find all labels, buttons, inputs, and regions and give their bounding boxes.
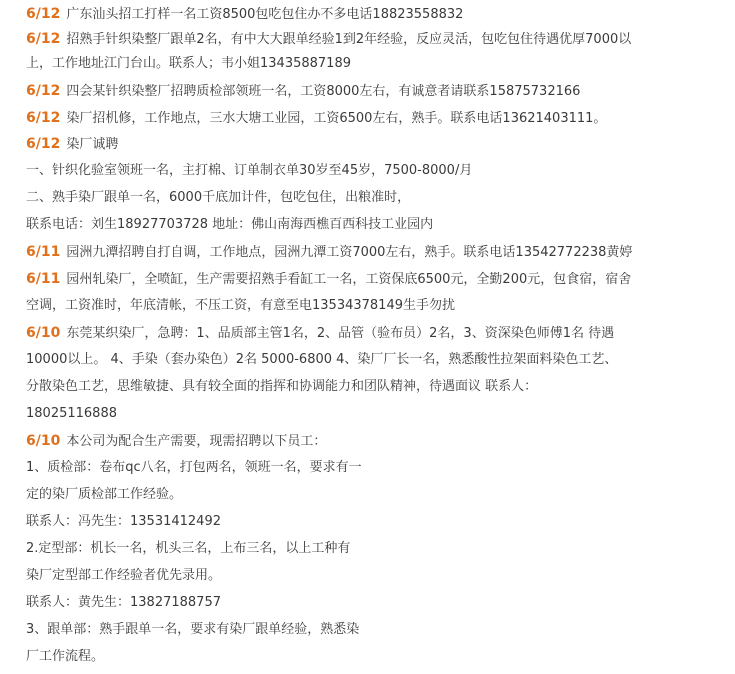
- listing-date: 6/12: [26, 110, 61, 126]
- listing-text: 联系人：黄先生：13827188757: [26, 595, 221, 610]
- listing-text: 一、针织化验室领班一名，主打棉、订单制衣单30岁至45岁，7500-8000/月: [26, 163, 473, 178]
- listing-line: [26, 214, 433, 236]
- listing-text: 联系电话：刘生18927703728 地址：佛山南海西樵百西科技工业园内: [26, 217, 434, 232]
- listing-text: 2.定型部：机长一名，机头三名，上布三名，以上工种有: [26, 541, 351, 556]
- listing-text: 二、熟手染厂跟单一名，6000千底加计件，包吃包住，出粮准时，: [26, 190, 411, 205]
- listing-text: 东莞某织染厂，急聘：1、品质部主管1名，2、品管（验布员）2名，3、资深染色师傅1名 待遇: [66, 326, 615, 341]
- listing-date: 6/12: [26, 31, 61, 47]
- listing-line: [26, 349, 617, 371]
- listing-text: 染厂定型部工作经验者优先录用。: [26, 568, 222, 583]
- listing-line: [26, 484, 182, 506]
- listing-text: 空调，工资准时，年底清帐，不压工资，有意至电13534378149生手勿扰: [26, 298, 455, 313]
- listing-text: 广东汕头招工打样一名工资8500包吃包住办不多电话18823558832: [66, 7, 464, 22]
- listing-text: 定的染厂质检部工作经验。: [26, 487, 183, 502]
- listing-date: 6/12: [26, 6, 61, 22]
- listing-text: 染厂诚聘: [66, 137, 119, 152]
- listing-line: [26, 376, 537, 398]
- listing-line: [26, 53, 351, 75]
- listing-text: 分散染色工艺，思维敏捷、具有较全面的指挥和协调能力和团队精神，待遇面议 联系人：: [26, 379, 538, 394]
- listing-text: 本公司为配合生产需要，现需招聘以下员工：: [66, 434, 327, 449]
- listing-line: [26, 430, 326, 452]
- listing-text: 3、跟单部：熟手跟单一名，要求有染厂跟单经验，熟悉染: [26, 622, 360, 637]
- listing-text: 10000以上。 4、手染（套办染色）2名 5000-6800 4、染厂厂长一名，熟悉酸性拉架面料染色工艺、: [26, 352, 618, 367]
- listing-text: 四会某针织染整厂招聘质检部领班一名，工资8000左右，有诚意者请联系15875732166: [66, 84, 581, 99]
- listing-line: [26, 107, 606, 129]
- listing-line: [26, 268, 631, 290]
- listing-date: 6/12: [26, 136, 61, 152]
- listing-text: 18025116888: [26, 406, 117, 421]
- listing-line: [26, 538, 350, 560]
- listing-text: 招熟手针织染整厂跟单2名，有中大大跟单经验1到2年经验，反应灵活，包吃包住待遇优厚7000以: [66, 32, 632, 47]
- listing-text: 联系人：冯先生：13531412492: [26, 514, 221, 529]
- listing-date: 6/11: [26, 244, 61, 260]
- listing-line: [26, 133, 118, 155]
- listing-date: 6/12: [26, 83, 61, 99]
- listing-text: 园洲九潭招聘自打自调，工作地点，园洲九潭工资7000左右，熟手。联系电话13542772238黄婷: [66, 245, 633, 260]
- listing-line: [26, 619, 359, 641]
- listing-date: 6/10: [26, 433, 61, 449]
- listing-text: 1、质检部：卷布qc八名，打包两名，领班一名，要求有一: [26, 460, 362, 475]
- listing-line: [26, 592, 221, 614]
- listing-line: [26, 187, 410, 209]
- listing-line: [26, 295, 455, 317]
- listing-line: [26, 28, 631, 50]
- listing-date: 6/11: [26, 271, 61, 287]
- listing-line: [26, 457, 362, 479]
- listing-text: 厂工作流程。: [26, 649, 105, 664]
- listing-date: 6/10: [26, 325, 61, 341]
- listing-text: 上，工作地址江门台山。联系人；韦小姐13435887189: [26, 56, 351, 71]
- listing-line: [26, 511, 221, 533]
- listing-line: [26, 646, 104, 668]
- listing-line: [26, 80, 580, 102]
- listing-line: [26, 322, 614, 344]
- listing-line: [26, 241, 632, 263]
- listing-text: 染厂招机修，工作地点，三水大塘工业园，工资6500左右，熟手。联系电话13621403111。: [66, 111, 607, 126]
- listing-line: [26, 565, 221, 587]
- listing-line: [26, 403, 117, 425]
- listing-line: [26, 3, 463, 25]
- listing-line: [26, 160, 472, 182]
- listing-text: 园州轧染厂，全喷缸，生产需要招熟手看缸工一名，工资保底6500元，全勤200元，包食宿，宿舍: [66, 272, 632, 287]
